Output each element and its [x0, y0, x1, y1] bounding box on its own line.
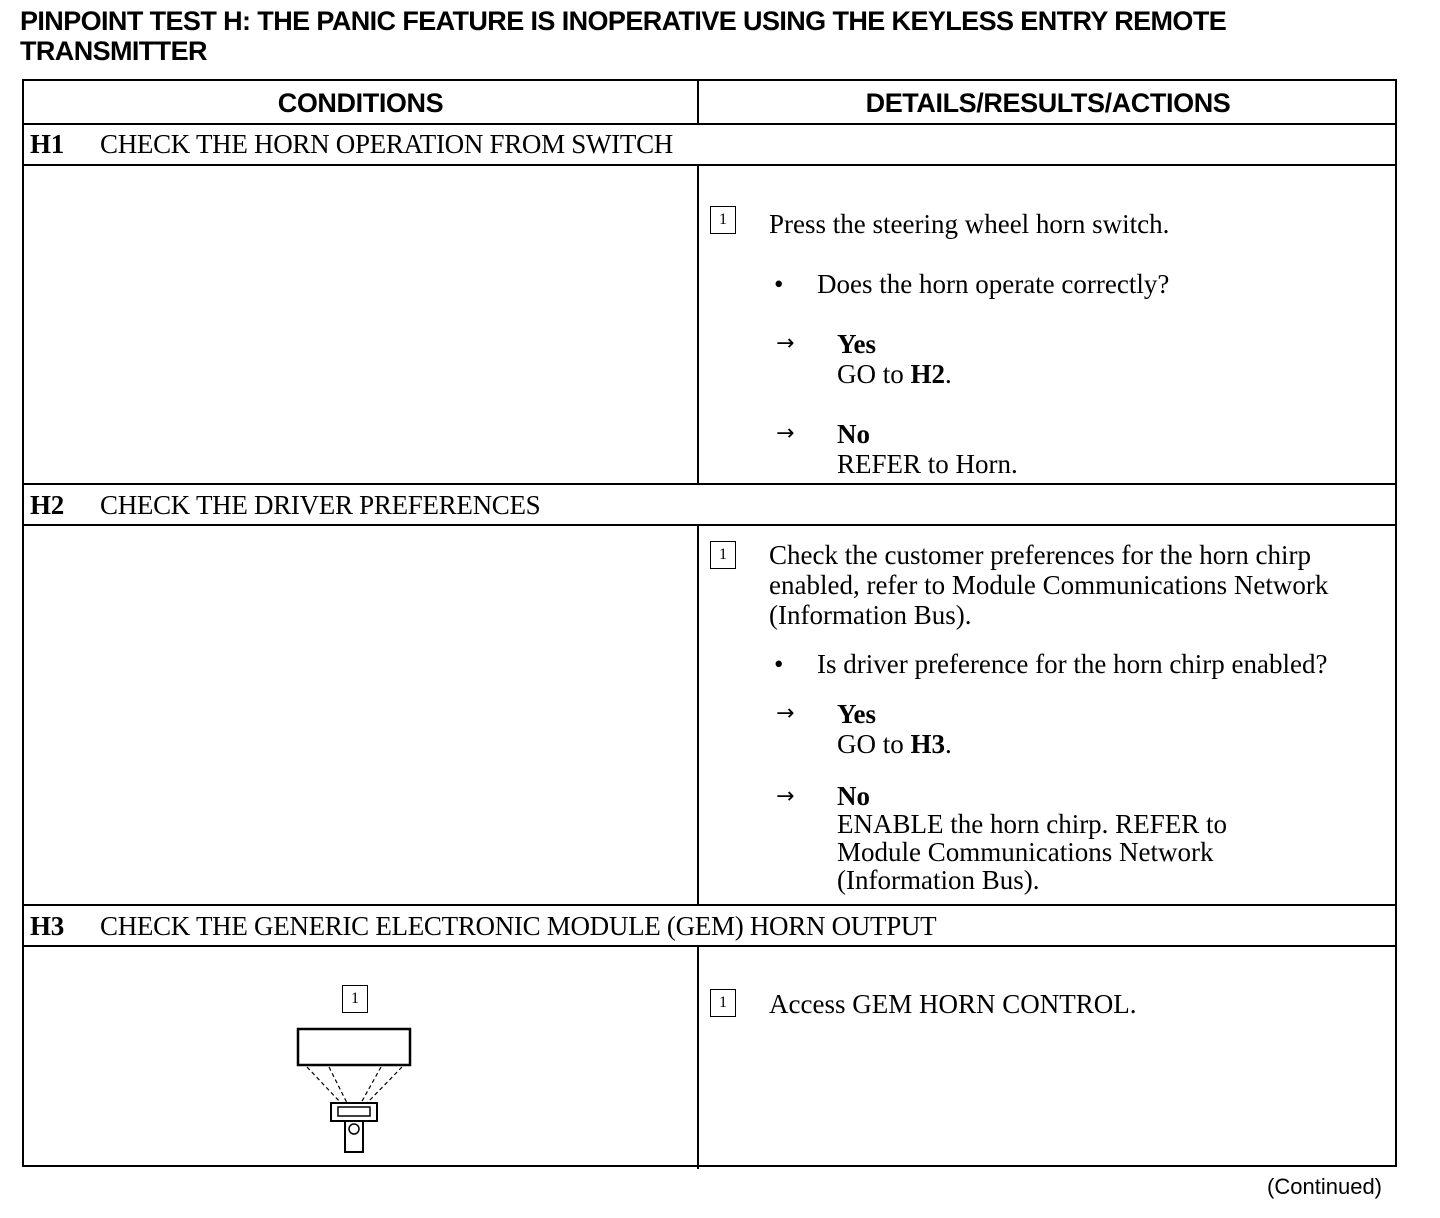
column-divider [697, 945, 699, 1169]
yes-action-end: . [945, 729, 952, 759]
column-divider [697, 81, 699, 125]
no-action: REFER to Horn. [837, 449, 1018, 479]
yes-target: H2 [910, 359, 946, 389]
section-id: H1 [30, 129, 64, 159]
yes-action: GO to [837, 359, 911, 389]
step-question: Does the horn operate correctly? [817, 269, 1170, 299]
arrow-right-icon: → [776, 701, 795, 726]
page-title: PINPOINT TEST H: THE PANIC FEATURE IS INOPERATIVE USING THE KEYLESS ENTRY REMOTE TRANSMITTER [20, 6, 1227, 66]
pinpoint-test-table [22, 79, 1397, 1167]
column-divider [697, 164, 699, 485]
sight-line [329, 1067, 347, 1103]
yes-label: Yes [837, 699, 876, 729]
diagram-callout-box: 1 [342, 985, 368, 1013]
no-answer [837, 782, 1377, 894]
section-h3-header [30, 906, 936, 946]
section-title: CHECK THE HORN OPERATION FROM SWITCH [100, 129, 673, 159]
step-question: Is driver preference for the horn chirp enabled? [817, 649, 1328, 679]
scan-tool-diagram [289, 1021, 419, 1156]
sight-line [307, 1067, 341, 1103]
step-instruction: Press the steering wheel horn switch. [769, 209, 1170, 239]
scan-tool-handle [345, 1121, 363, 1152]
section-id: H2 [30, 490, 64, 520]
section-title: CHECK THE GENERIC ELECTRONIC MODULE (GEM) HORN OUTPUT [100, 911, 937, 941]
sight-line [361, 1067, 381, 1103]
yes-action-end: . [945, 359, 952, 389]
section-id: H3 [30, 911, 64, 941]
no-answer [837, 419, 1377, 479]
bullet-icon: • [774, 269, 784, 299]
no-label: No [837, 419, 870, 449]
module-box [298, 1029, 410, 1065]
yes-label: Yes [837, 329, 876, 359]
divider [24, 164, 1395, 166]
arrow-right-icon: → [776, 421, 795, 446]
step-instruction: Check the customer preferences for the horn chirp enabled, refer to Module Communications Network (Information Bus). [769, 540, 1329, 630]
yes-answer [837, 699, 1377, 759]
conditions-header: CONDITIONS [277, 88, 444, 118]
continued-note: (Continued) [1267, 1174, 1382, 1199]
section-h1-header [30, 124, 673, 164]
no-action: ENABLE the horn chirp. REFER to Module Communications Network (Information Bus). [837, 809, 1227, 895]
yes-target: H3 [910, 729, 946, 759]
bullet-icon: • [774, 649, 784, 679]
column-divider [697, 524, 699, 906]
section-h2-header [30, 485, 540, 525]
details-header: DETAILS/RESULTS/ACTIONS [865, 88, 1231, 118]
sight-line [367, 1067, 402, 1103]
arrow-right-icon: → [776, 331, 795, 356]
step-instruction: Access GEM HORN CONTROL. [769, 989, 1137, 1019]
step-number-box: 1 [710, 206, 736, 234]
step-number-box: 1 [710, 989, 736, 1017]
section-title: CHECK THE DRIVER PREFERENCES [100, 490, 541, 520]
yes-action: GO to [837, 729, 911, 759]
yes-answer [837, 329, 1377, 389]
step-number-box: 1 [710, 541, 736, 569]
no-label: No [837, 781, 870, 811]
arrow-right-icon: → [776, 784, 795, 809]
